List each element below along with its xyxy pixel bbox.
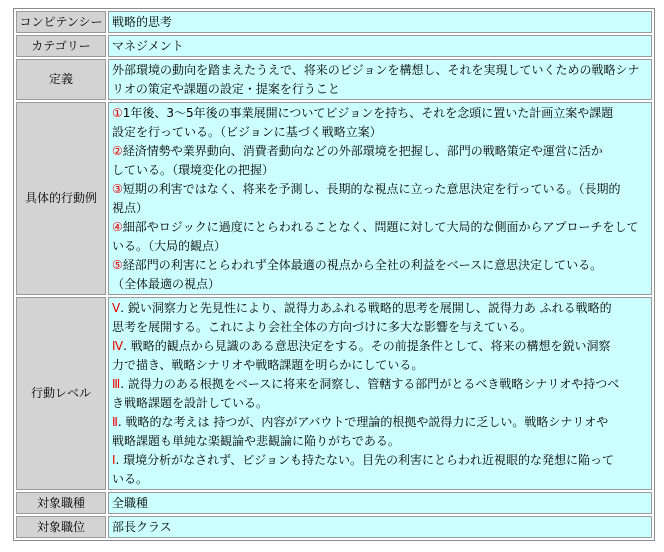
- behavior-number: ②: [112, 144, 123, 158]
- level-text: . 戦略的観点から見識のある意思決定をする。その前提条件として、将来の構想を鋭い洞察: [123, 339, 611, 353]
- behavior-item: [112, 142, 649, 161]
- behavior-text-cont: 設定を行っている。（ビジョンに基づく戦略立案）: [112, 125, 382, 139]
- row-target-job: [16, 492, 652, 514]
- row-definition: [16, 59, 652, 100]
- level-text-cont: 戦略課題も単純な楽観論や悲観論に陥りがちである。: [112, 434, 400, 448]
- competency-table: [13, 8, 655, 541]
- behavior-text: 1年後、3～5年後の事業展開についてビジョンを持ち、それを念頭に置いた計画立案や課題: [122, 106, 614, 120]
- behavior-text-cont: いる。（大局的観点）: [112, 239, 227, 253]
- behaviors-list: [108, 102, 652, 295]
- behavior-text: 経部門の利害にとらわれず全体最適の視点から全社の利益をベースに意思決定している。: [122, 258, 603, 272]
- target-position-value: 部長クラス: [108, 516, 652, 538]
- level-text: . 環境分析がなされず、ビジョンも持たない。目先の利害にとらわれ近視眼的な発想に陥って: [115, 453, 614, 467]
- behavior-number: ⑤: [112, 258, 123, 272]
- level-text-cont: 力で描き、戦略シナリオや戦略課題を明らかにしている。: [112, 358, 424, 372]
- level-item: [112, 451, 649, 470]
- level-item: [112, 299, 649, 318]
- behavior-text-cont: している。（環境変化の把握）: [112, 163, 275, 177]
- row-levels: [16, 297, 652, 490]
- behavior-text-cont: （全体最適の視点）: [112, 277, 221, 291]
- behavior-number: ④: [112, 220, 123, 234]
- competency-value: 戦略的思考: [108, 11, 652, 33]
- row-competency: [16, 11, 652, 33]
- level-text: . 説得力のある根拠をベースに将来を洞察し、管轄する部門がとるべき戦略シナリオや持つべ: [120, 377, 620, 391]
- level-item: [112, 375, 649, 394]
- level-item: [112, 413, 649, 432]
- definition-line: 外部環境の動向を踏まえたうえで、将来のビジョンを構想し、それを実現していくための戦略シナ: [112, 63, 640, 77]
- target-job-value: 全職種: [108, 492, 652, 514]
- behavior-number: ①: [112, 106, 123, 120]
- target-job-label: 対象職種: [16, 492, 106, 514]
- competency-sheet: [13, 8, 655, 541]
- behavior-item: [112, 180, 649, 199]
- behavior-item: [112, 256, 649, 275]
- levels-label: 行動レベル: [16, 297, 106, 490]
- level-number: Ⅴ: [112, 301, 121, 315]
- level-text-cont: 思考を展開する。これにより会社全体の方向づけに多大な影響を与えている。: [112, 320, 533, 334]
- row-category: [16, 35, 652, 57]
- behavior-text-cont: 視点）: [112, 201, 149, 215]
- behavior-text: 短期の利害ではなく、将来を予測し、長期的な視点に立った意思決定を行っている。（長期的: [122, 182, 621, 196]
- definition-label: 定義: [16, 59, 106, 100]
- level-text-cont: き戦略課題を設計している。: [112, 396, 269, 410]
- behavior-item: [112, 218, 649, 237]
- behavior-text: 細部やロジックに過度にとらわれることなく、問題に対して大局的な側面からアプローチをして: [122, 220, 639, 234]
- levels-list: [108, 297, 652, 490]
- category-label: カテゴリー: [16, 35, 106, 57]
- definition-line: リオの策定や課題の設定・提案を行うこと: [112, 82, 340, 96]
- level-number: Ⅰ: [112, 453, 116, 467]
- level-number: Ⅱ: [112, 415, 118, 429]
- level-text-cont: いる。: [112, 472, 149, 486]
- level-number: Ⅲ: [112, 377, 121, 391]
- behavior-text: 経済情勢や業界動向、消費者動向などの外部環境を把握し、部門の戦略策定や運営に活か: [122, 144, 603, 158]
- target-position-label: 対象職位: [16, 516, 106, 538]
- level-item: [112, 337, 649, 356]
- level-text: . 戦略的な考えは 持つが、内容がアバウトで理論的根拠や説得力に乏しい。戦略シナリオや: [117, 415, 609, 429]
- competency-label: コンピテンシー: [16, 11, 106, 33]
- level-text: . 鋭い洞察力と先見性により、説得力あふれる戦略的思考を展開し、説得力あ ふれる戦略的: [120, 301, 612, 315]
- behavior-item: [112, 104, 649, 123]
- row-target-position: [16, 516, 652, 538]
- definition-text: [108, 59, 652, 100]
- level-number: Ⅳ: [112, 339, 124, 353]
- category-value: マネジメント: [108, 35, 652, 57]
- row-behaviors: [16, 102, 652, 295]
- behaviors-label: 具体的行動例: [16, 102, 106, 295]
- behavior-number: ③: [112, 182, 123, 196]
